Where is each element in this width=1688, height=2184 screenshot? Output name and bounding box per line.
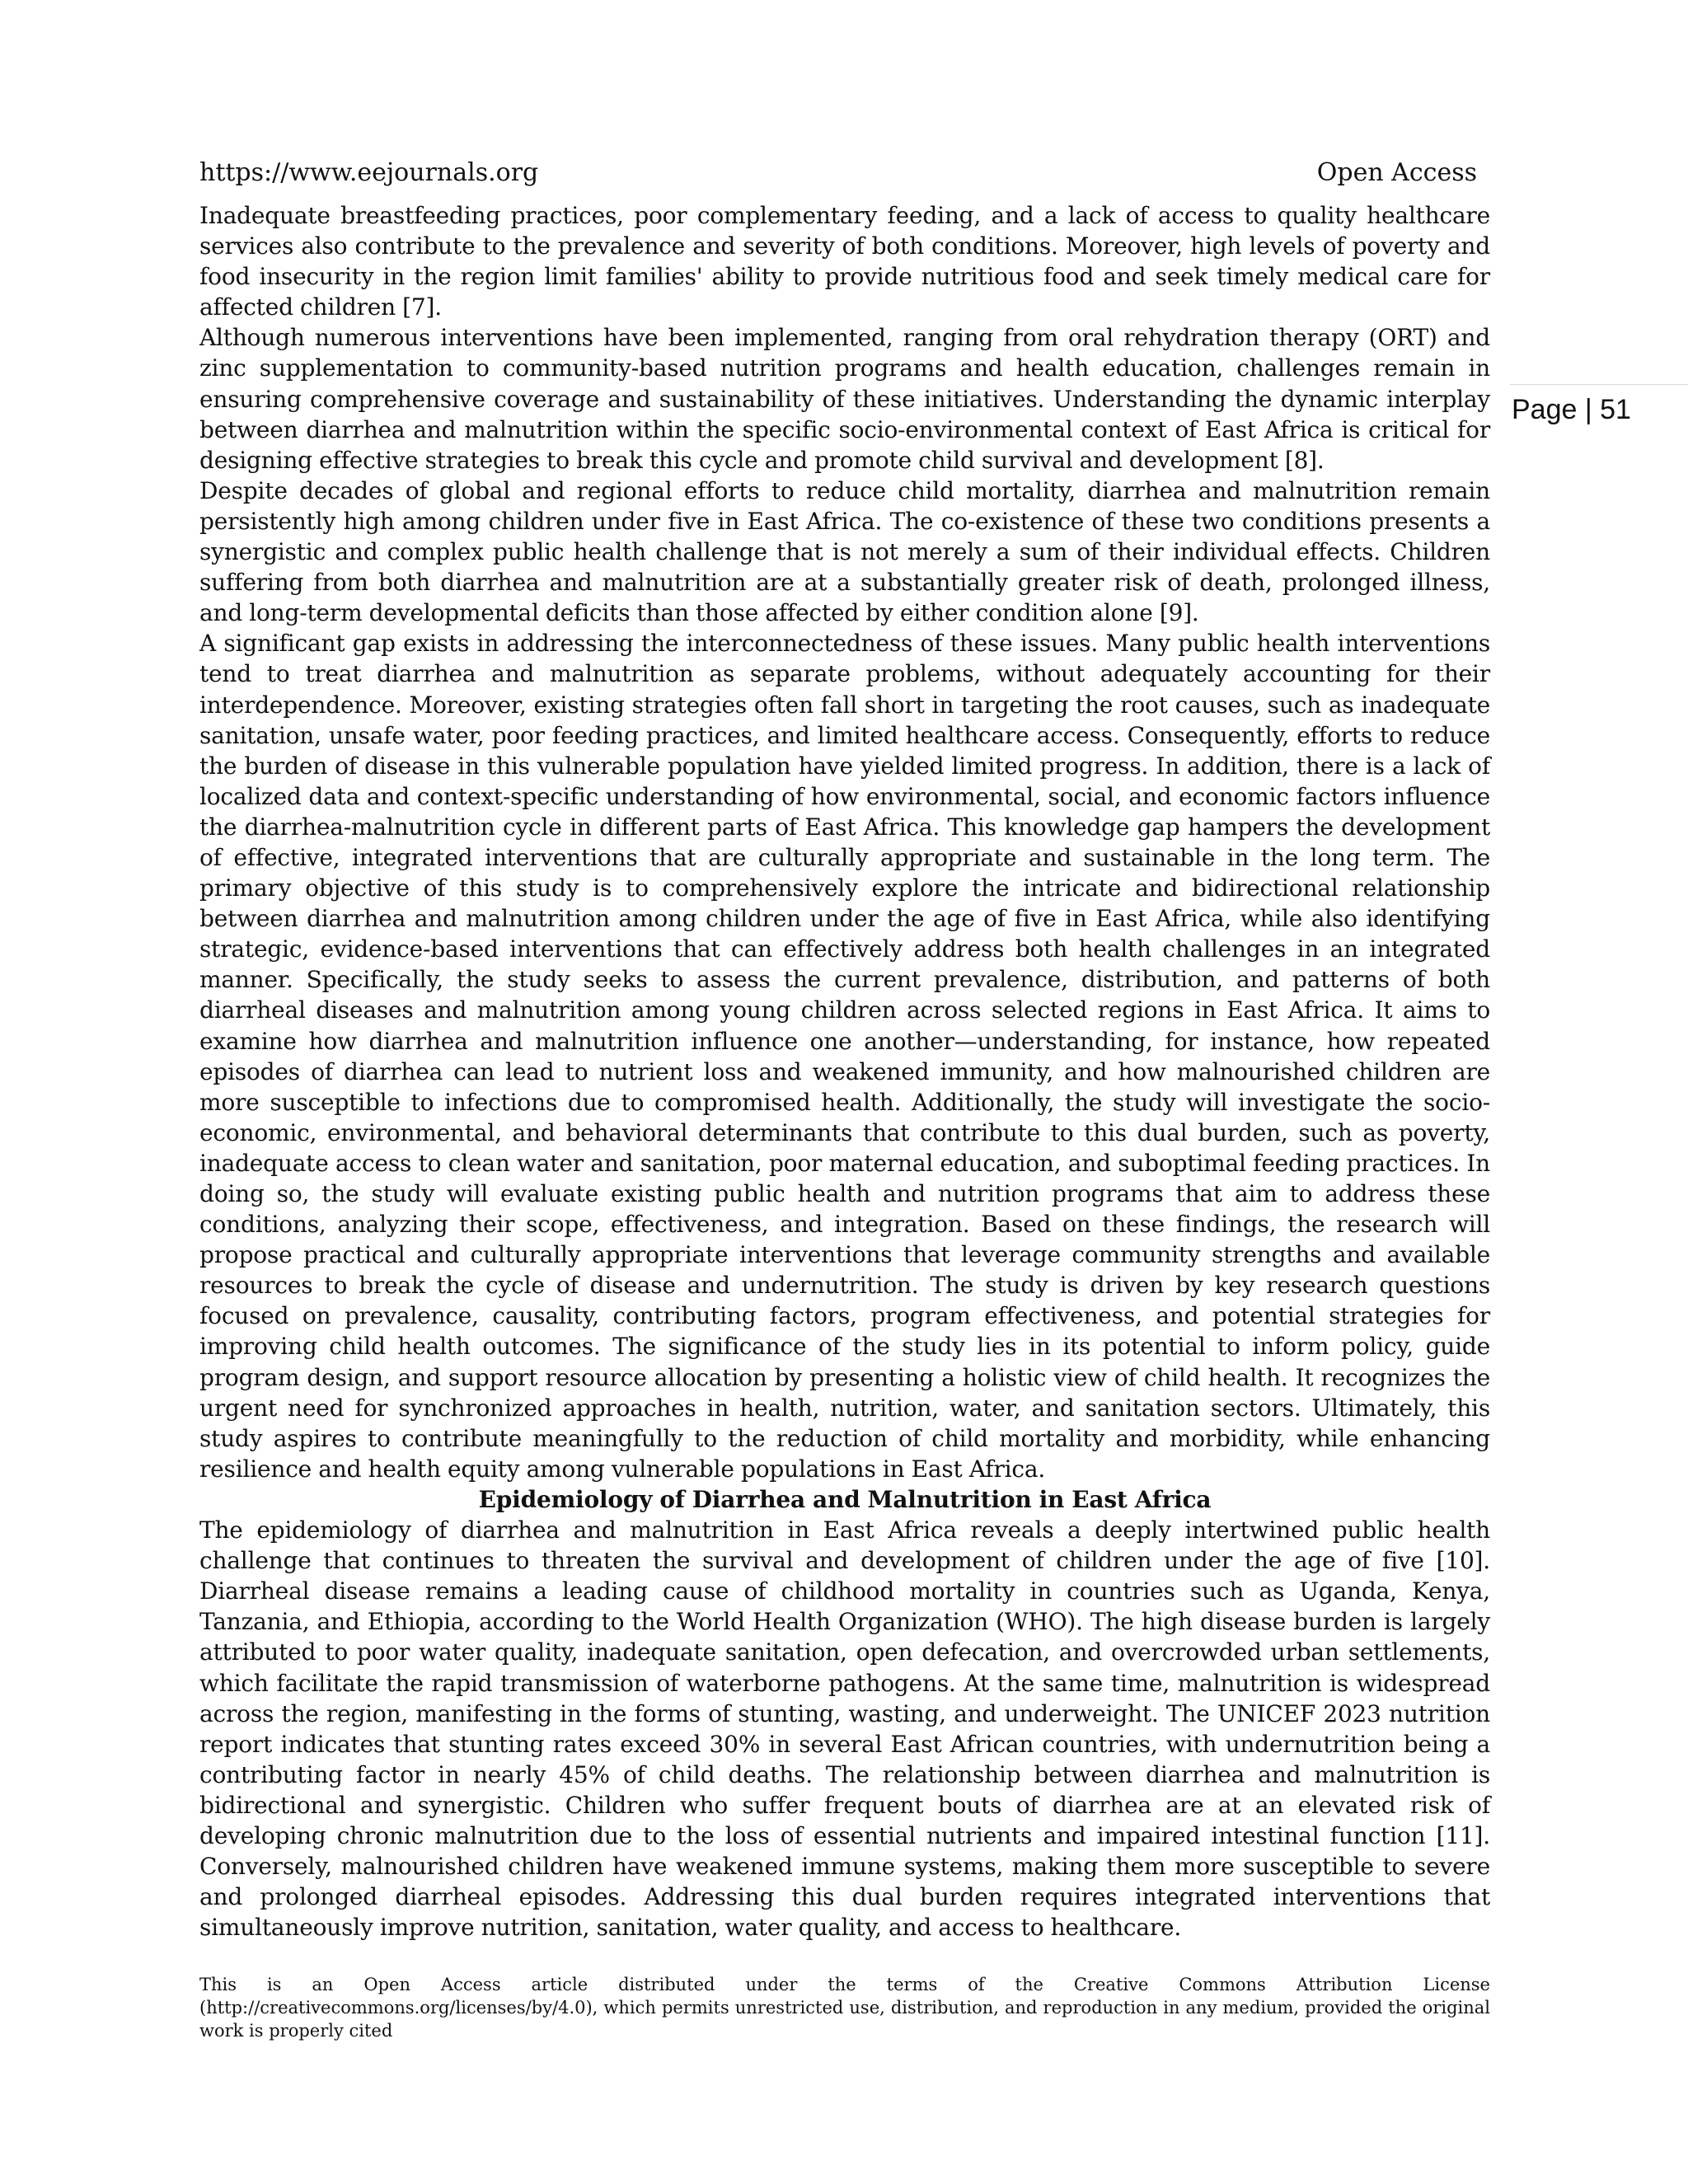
section-heading: Epidemiology of Diarrhea and Malnutrition in East Africa: [478, 1485, 1212, 1513]
section-paragraph: The epidemiology of diarrhea and malnutrition in East Africa reveals a deeply intertwined public health challenge that continues to threaten the survival and development of children under the age of five [10]. Diarrheal disease remains a leading cause of childhood mortality in countries such as Uganda, Kenya, Tanzania, and Ethiopia, according to the World Health Organization (WHO). The high disease burden is largely attributed to poor water quality, inadequate sanitation, open defecation, and overcrowded urban settlements, which facilitate the rapid transmission of waterborne pathogens. At the same time, malnutrition is widespread across the region, manifesting in the forms of stunting, wasting, and underweight. The UNICEF 2023 nutrition report indicates that stunting rates exceed 30% in several East African countries, with undernutrition being a contributing factor in nearly 45% of child deaths. The relationship between diarrhea and malnutrition is bidirectional and synergistic. Children who suffer frequent bouts of diarrhea are at an elevated risk of developing chronic malnutrition due to the loss of essential nutrients and impaired intestinal function [11]. Conversely, malnourished children have weakened immune systems, making them more susceptible to severe and prolonged diarrheal episodes. Addressing this dual burden requires integrated interventions that simultaneously improve nutrition, sanitation, water quality, and access to healthcare.: [199, 1516, 1490, 1942]
body-paragraph: Inadequate breastfeeding practices, poor complementary feeding, and a lack of access to quality healthcare services also contribute to the prevalence and severity of both conditions. Moreover, high levels of poverty and food insecurity in the region limit families' ability to provide nutritious food and seek timely medical care for affected children [7].: [199, 202, 1490, 321]
body-paragraph: Although numerous interventions have been implemented, ranging from oral rehydration therapy (ORT) and zinc supplementation to community-based nutrition programs and health education, challenges remain in ensuring comprehensive coverage and sustainability of these initiatives. Understanding the dynamic interplay between diarrhea and malnutrition within the specific socio-environmental context of East Africa is critical for designing effective strategies to break this cycle and promote child survival and development [8].: [199, 324, 1490, 474]
body-paragraph: A significant gap exists in addressing the interconnectedness of these issues. Many public health interventions tend to treat diarrhea and malnutrition as separate problems, without adequately accounting for their interdependence. Moreover, existing strategies often fall short in targeting the root causes, such as inadequate sanitation, unsafe water, poor feeding practices, and limited healthcare access. Consequently, efforts to reduce the burden of disease in this vulnerable population have yielded limited progress. In addition, there is a lack of localized data and context-specific understanding of how environmental, social, and economic factors influence the diarrhea-malnutrition cycle in different parts of East Africa. This knowledge gap hampers the development of effective, integrated interventions that are culturally appropriate and sustainable in the long term. The primary objective of this study is to comprehensively explore the intricate and bidirectional relationship between diarrhea and malnutrition among children under the age of five in East Africa, while also identifying strategic, evidence-based interventions that can effectively address both health challenges in an integrated manner. Specifically, the study seeks to assess the current prevalence, distribution, and patterns of both diarrheal diseases and malnutrition among young children across selected regions in East Africa. It aims to examine how diarrhea and malnutrition influence one another—understanding, for instance, how repeated episodes of diarrhea can lead to nutrient loss and weakened immunity, and how malnourished children are more susceptible to infections due to compromised health. Additionally, the study will investigate the socio-economic, environmental, and behavioral determinants that contribute to this dual burden, such as poverty, inadequate access to clean water and sanitation, poor maternal education, and suboptimal feeding practices. In doing so, the study will evaluate existing public health and nutrition programs that aim to address these conditions, analyzing their scope, effectiveness, and integration. Based on these findings, the research will propose practical and culturally appropriate interventions that leverage community strengths and available resources to break the cycle of disease and undernutrition. The study is driven by key research questions focused on prevalence, causality, contributing factors, program effectiveness, and potential strategies for improving child health outcomes. The significance of the study lies in its potential to inform policy, guide program design, and support resource allocation by presenting a holistic view of child health. It recognizes the urgent need for synchronized approaches in health, nutrition, water, and sanitation sectors. Ultimately, this study aspires to contribute meaningfully to the reduction of child mortality and morbidity, while enhancing resilience and health equity among vulnerable populations in East Africa.: [199, 630, 1490, 1483]
article-body: [199, 200, 1490, 1943]
page-header: [199, 157, 1477, 190]
page-number: Page | 51: [1510, 384, 1688, 426]
journal-url[interactable]: https://www.eejournals.org: [199, 158, 539, 187]
open-access-label: Open Access: [1316, 158, 1477, 187]
body-paragraph: Despite decades of global and regional efforts to reduce child mortality, diarrhea and malnutrition remain persistently high among children under five in East Africa. The co-existence of these two conditions presents a synergistic and complex public health challenge that is not merely a sum of their individual effects. Children suffering from both diarrhea and malnutrition are at a substantially greater risk of death, prolonged illness, and long-term developmental deficits than those affected by either condition alone [9].: [199, 476, 1490, 627]
license-footer: This is an Open Access article distributed under the terms of the Creative Commons Attribution License (http://creativecommons.org/licenses/by/4.0), which permits unrestricted use, distribution, and reproduction in any medium, provided the original work is properly cited: [199, 1975, 1490, 2041]
